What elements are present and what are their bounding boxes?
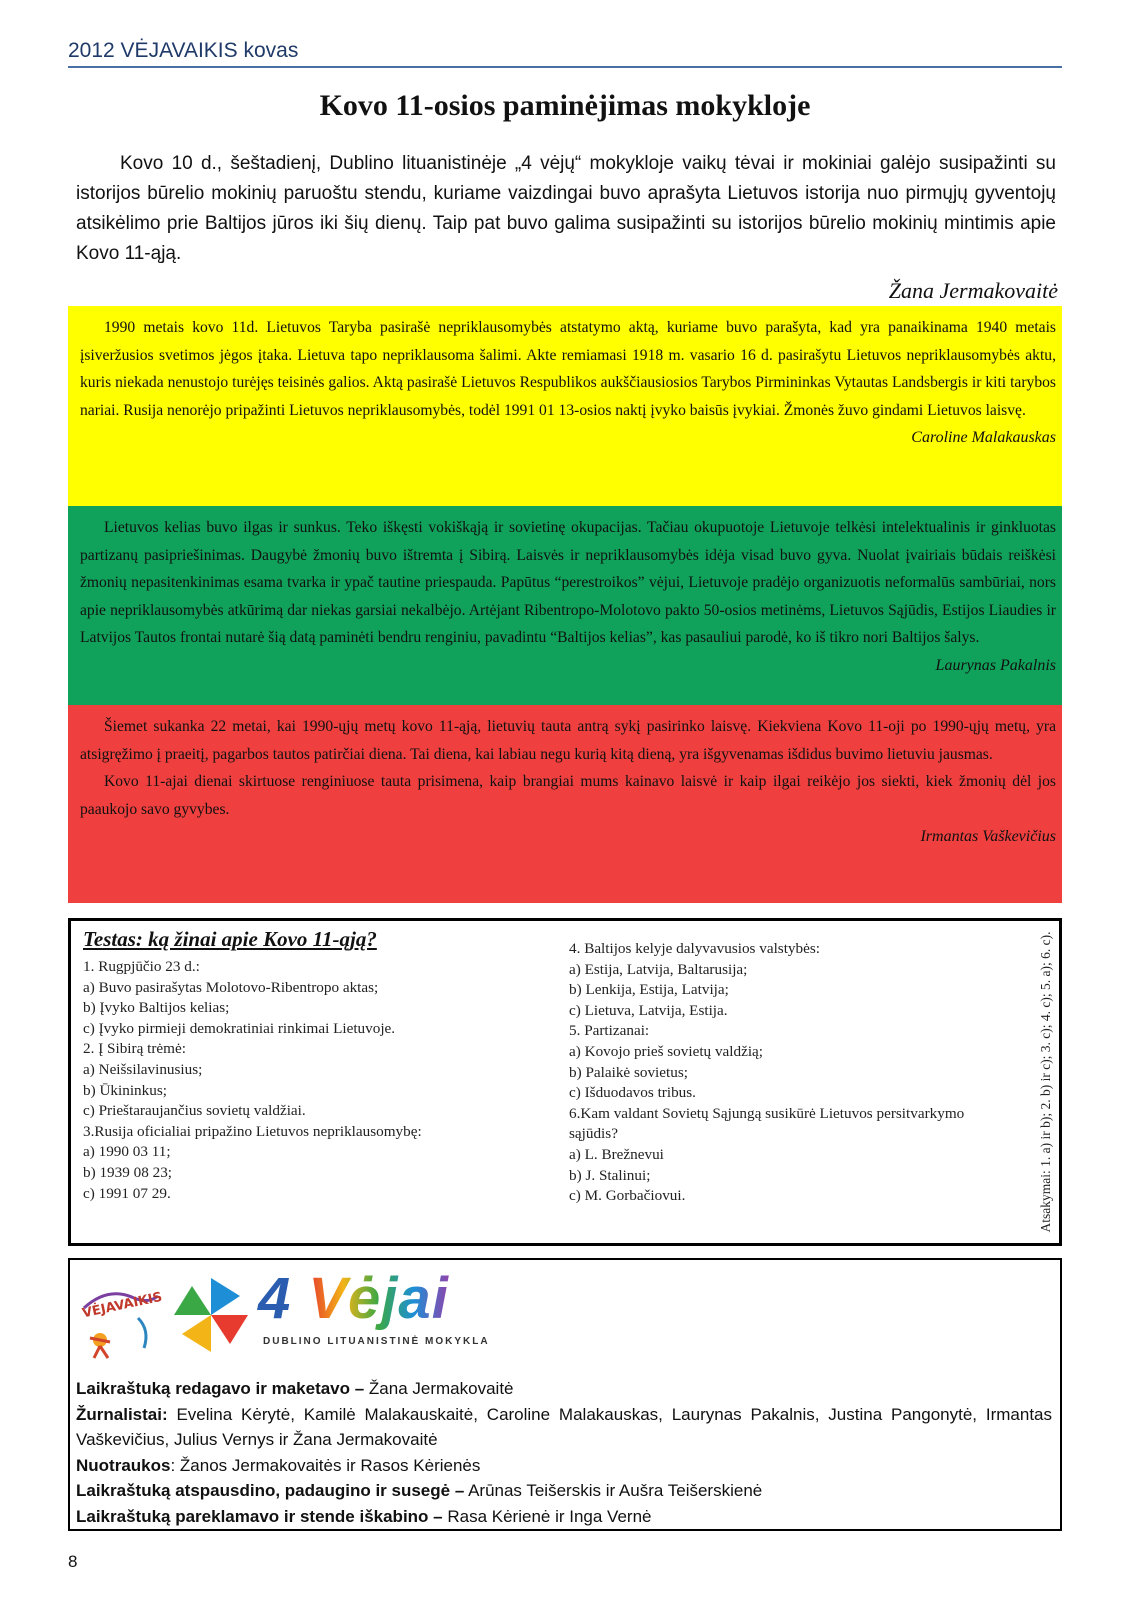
quiz-line: a) 1990 03 11; xyxy=(83,1143,171,1161)
article-title: Kovo 11-osios paminėjimas mokykloje xyxy=(319,89,811,122)
vejavaikis-logo-text: VĖJAVAIKIS xyxy=(80,1289,164,1322)
credit-journalists-label: Žurnalistai: xyxy=(76,1404,168,1424)
quiz-line: 6.Kam valdant Sovietų Sąjungą susikūrė Lietuvos persitvarkymo sąjūdis? xyxy=(569,1104,965,1143)
quiz-title: Testas: ką žinai apie Kovo 11-ąją? xyxy=(83,927,377,951)
logo-word: Vėjai xyxy=(308,1266,449,1331)
red-band-text-1: Šiemet sukanka 22 metai, kai 1990-ųjų metų kovo 11-ąją, lietuvių tauta antrą sykį pasirinko laisvę. Kiekviena Kovo 11-oji po 1990-ųjų metų, yra atsigręžimo į praeitį, pagarbos tautos patirčiai diena. Tai diena, kai labiau negu kurią kitą dieną, yra išgyvenamas išdidus buvimo lietuviu jausmas. xyxy=(80,718,1056,763)
credit-photos-value: : Žanos Jermakovaitės ir Rasos Kėrienės xyxy=(170,1455,481,1475)
vejavaikis-logo xyxy=(78,1278,164,1362)
red-band xyxy=(68,705,1062,903)
quiz-line: b) Lenkija, Estija, Latvija; xyxy=(569,981,729,999)
credit-lines xyxy=(76,1376,1052,1529)
quiz-line: 2. Į Sibirą trėmė: xyxy=(83,1040,186,1058)
quiz-answers-text: Atsakymai: 1. a) ir b); 2. b) ir c); 3. c); 4. c); 5. a); 6. c). xyxy=(1038,931,1053,1233)
yellow-band-author: Caroline Malakauskas xyxy=(911,429,1056,446)
logo-digit: 4 xyxy=(258,1266,309,1331)
quiz-line: a) Buvo pasirašytas Molotovo-Ribentropo aktas; xyxy=(83,978,379,996)
credit-advert-label: Laikraštuką pareklamavo ir stende iškabino – xyxy=(76,1506,443,1526)
quiz-line: c) Įvyko pirmieji demokratiniai rinkimai Lietuvoje. xyxy=(83,1019,396,1037)
quiz-left-column xyxy=(83,957,553,1204)
quiz-line: c) Prieštaraujančius sovietų valdžiai. xyxy=(83,1102,306,1120)
quiz-line: c) Lietuva, Latvija, Estija. xyxy=(569,1001,728,1019)
quiz-line: a) Estija, Latvija, Baltarusija; xyxy=(569,960,748,978)
quiz-right-column xyxy=(569,939,1009,1207)
credit-editor-label: Laikraštuką redagavo ir maketavo – xyxy=(76,1379,365,1398)
quiz-line: 4. Baltijos kelyje dalyvavusios valstybės: xyxy=(569,940,820,957)
quiz-line: 1. Rugpjūčio 23 d.: xyxy=(83,958,200,975)
quiz-line: a) L. Brežnevui xyxy=(569,1145,664,1163)
green-band xyxy=(68,506,1062,705)
credit-photos xyxy=(76,1453,1052,1479)
credit-photos-label: Nuotraukos xyxy=(76,1455,171,1475)
page-header: 2012 VĖJAVAIKIS kovas xyxy=(68,36,1062,68)
pinwheel-icon xyxy=(170,1274,252,1356)
quiz-line: b) Palaikė sovietus; xyxy=(569,1063,688,1081)
yellow-band-text: 1990 metais kovo 11d. Lietuvos Taryba pasirašė nepriklausomybės atstatymo aktą, kuriame buvo parašyta, kad yra panaikinama 1940 metais įsiveržusios svetimos jėgos įtaka. Lietuva tapo nepriklausoma šalimi. Akte remiamasi 1918 m. vasario 16 d. pasirašytu Lietuvos nepriklausomybės aktu, kuris niekada nenustojo turėjęs teisinės galios. Aktą pasirašė Lietuvos Respublikos aukščiausiosios Tarybos Pirmininkas Vytautas Landsbergis ir kiti tarybos nariai. Rusija nenorėjo pripažinti Lietuvos nepriklausomybės, todėl 1991 01 13-osios naktį įvyko baisūs įvykiai. Žmonės žuvo gindami Lietuvos laisvę. xyxy=(80,319,1056,419)
red-band-text-2: Kovo 11-ajai dienai skirtuose renginiuose tauta prisimena, kaip brangiai mums kainavo laisvė ir kaip ilgai reikėjo jos siekti, kiek žmonių dėl jos paaukojo savo gyvybes. xyxy=(80,773,1056,818)
quiz-line: b) Ūkininkus; xyxy=(83,1081,167,1099)
quiz-answers xyxy=(1035,921,1057,1243)
green-band-text: Lietuvos kelias buvo ilgas ir sunkus. Teko iškęsti vokiškąją ir sovietinę okupacijas. Tačiau okupuotoje Lietuvoje telkėsi intelektualinis ir ginkluotas partizanų pasipriešinimas. Daugybė žmonių buvo ištremta į Sibirą. Laisvės ir nepriklausomybės idėja visad buvo gyva. Nuolat įvairiais būdais reiškėsi žmonių nepasitenkinimas esama tvarka ir ypač tautine priespauda. Papūtus “perestroikos” vėjui, Lietuvoje pradėjo organizuotis neformalūs sambūriai, nors apie nepriklausomybės atkūrimą dar niekas garsiai nekalbėjo. Artėjant Ribentropo-Molotovo pakto 50-osios metinėms, Lietuvos Sąjūdis, Estijos Liaudies ir Latvijos Tautos frontai nutarė šią datą paminėti bendru renginiu, pavadintu “Baltijos kelias”, kas pasauliui parodė, ko iš tikro nori Baltijos šalys. xyxy=(80,519,1056,646)
article-author: Žana Jermakovaitė xyxy=(888,278,1058,303)
quiz-line: a) Neišsilavinusius; xyxy=(83,1060,203,1078)
quiz-box xyxy=(68,918,1062,1246)
quiz-line: 3.Rusija oficialiai pripažino Lietuvos nepriklausomybę: xyxy=(83,1122,422,1140)
school-logo-subtitle: DUBLINO LITUANISTINĖ MOKYKLA xyxy=(263,1336,490,1347)
credit-printed-value: Arūnas Teišerskis ir Aušra Teišerskienė xyxy=(464,1481,763,1500)
page-number: 8 xyxy=(68,1552,78,1571)
yellow-band xyxy=(68,306,1062,506)
credit-printed-label: Laikraštuką atspausdino, padaugino ir susegė – xyxy=(76,1481,465,1500)
quiz-line: b) J. Stalinui; xyxy=(569,1166,651,1184)
quiz-line: c) Išduodavos tribus. xyxy=(569,1084,696,1102)
article-intro: Kovo 10 d., šeštadienį, Dublino lituanistinėje „4 vėjų“ mokykloje vaikų tėvai ir mokiniai galėjo susipažinti su istorijos būrelio mokinių paruoštu stendu, kuriame vaizdingai buvo aprašyta Lietuvos istorija nuo pirmųjų gyventojų atsikėlimo prie Baltijos jūros iki šių dienų. Taip pat buvo galima susipažinti su istorijos būrelio mokinių mintimis apie Kovo 11-ąją. xyxy=(76,153,1056,264)
quiz-line: a) Kovojo prieš sovietų valdžią; xyxy=(569,1042,764,1060)
red-band-author: Irmantas Vaškevičius xyxy=(920,828,1056,845)
quiz-line: b) Įvyko Baltijos kelias; xyxy=(83,999,230,1017)
school-logo-text xyxy=(258,1264,449,1334)
credit-advert-value: Rasa Kėrienė ir Inga Vernė xyxy=(442,1506,652,1526)
credit-editor-value: Žana Jermakovaitė xyxy=(364,1379,514,1398)
quiz-line: b) 1939 08 23; xyxy=(83,1163,173,1181)
credit-editor xyxy=(76,1376,1052,1402)
credits-box xyxy=(68,1258,1062,1531)
quiz-line: c) M. Gorbačiovui. xyxy=(569,1187,686,1205)
credit-advert xyxy=(76,1504,1052,1530)
credit-journalists-value: Evelina Kėrytė, Kamilė Malakauskaitė, Caroline Malakauskas, Laurynas Pakalnis, Justina Pangonytė, Irmantas Vaškevičius, Julius Vernys ir Žana Jermakovaitė xyxy=(76,1404,1052,1449)
credit-printed xyxy=(76,1478,1052,1504)
quiz-line: 5. Partizanai: xyxy=(569,1022,650,1040)
credit-journalists xyxy=(76,1402,1052,1453)
quiz-line: c) 1991 07 29. xyxy=(83,1184,171,1202)
green-band-author: Laurynas Pakalnis xyxy=(935,656,1056,674)
